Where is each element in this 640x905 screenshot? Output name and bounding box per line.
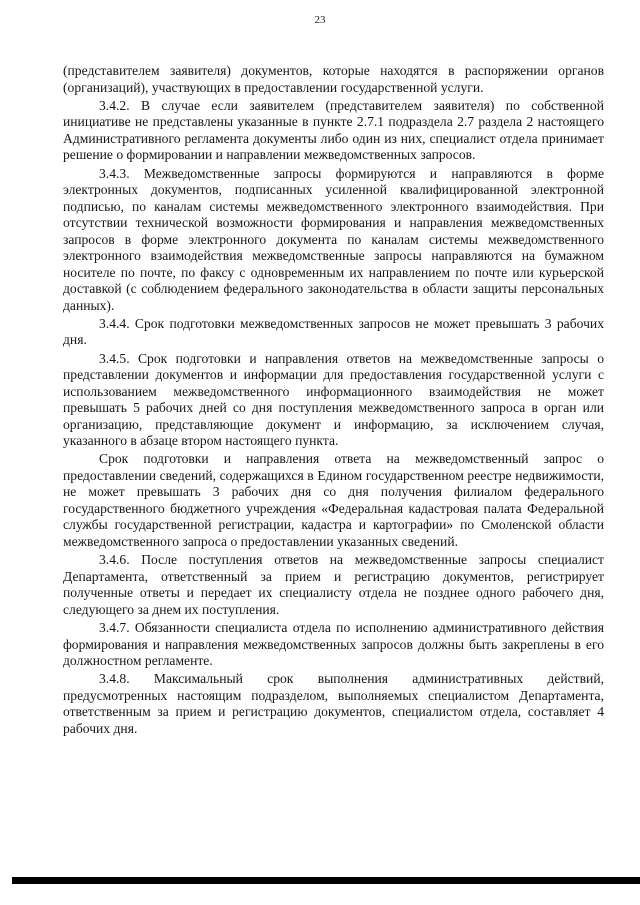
paragraph-3-4-5-second: Срок подготовки и направления ответа на межведомственный запрос о предоставлении сведений, содержащихся в Едином государственном реестре недвижимости, не может превышать 3 рабочих дня со дня получения филиалом федерального государственного бюджетного учреждения «Федеральная кадастровая палата Федеральной службы государственной регистрации, кадастра и картографии» по Смоленской области межведомственного запроса о предоставлении указанных сведений. (63, 451, 604, 549)
scan-edge-bar (12, 877, 640, 884)
paragraph-3-4-4: 3.4.4. Срок подготовки межведомственных запросов не может превышать 3 рабочих дня. (63, 315, 604, 348)
paragraph-3-4-5: 3.4.5. Срок подготовки и направления ответов на межведомственные запросы о представлении документов и информации для предоставления государственной услуги с использованием межведомственного информационного взаимодействия не может превышать 5 рабочих дней со дня поступления межведомственного запроса в орган или организацию, представляющие документ и информацию, за исключением случая, указанного в абзаце втором настоящего пункта. (63, 350, 604, 449)
paragraph-continuation: (представителем заявителя) документов, которые находятся в распоряжении органов (организаций), участвующих в предоставлении государственной услуги. (63, 63, 604, 95)
page-number: 23 (314, 14, 326, 26)
document-body (63, 63, 604, 739)
paragraph-3-4-2: 3.4.2. В случае если заявителем (представителем заявителя) по собственной инициативе не представлены указанные в пункте 2.7.1 подраздела 2.7 раздела 2 настоящего Административного регламента документы либо один из них, специалист отдела принимает решение о формировании и направлении межведомственных запросов. (63, 97, 604, 163)
paragraph-3-4-6: 3.4.6. После поступления ответов на межведомственные запросы специалист Департамента, ответственный за прием и регистрацию документов, регистрирует полученные ответы и передает их специалисту отдела не позднее одного рабочего дня, следующего за днем их поступления. (63, 552, 604, 617)
paragraph-3-4-8: 3.4.8. Максимальный срок выполнения административных действий, предусмотренных настоящим подразделом, выполняемых специалистом Департамента, ответственным за прием и регистрацию документов, специалистом отдела, составляет 4 рабочих дня. (63, 671, 604, 736)
paragraph-3-4-7: 3.4.7. Обязанности специалиста отдела по исполнению административного действия формирования и направления межведомственных запросов должны быть закреплены в его должностном регламенте. (63, 620, 604, 669)
paragraph-3-4-3: 3.4.3. Межведомственные запросы формируются и направляются в форме электронных документов, подписанных усиленной квалифицированной электронной подписью, по каналам системы межведомственного электронного взаимодействия. При отсутствии технической возможности формирования и направления межведомственных запросов в форме электронного документа по каналам системы межведомственного электронного взаимодействия межведомственные запросы направляются на бумажном носителе по почте, по факсу с одновременным их направлением по почте или курьерской доставкой (с соблюдением федерального законодательства в области защиты персональных данных). (63, 165, 604, 313)
